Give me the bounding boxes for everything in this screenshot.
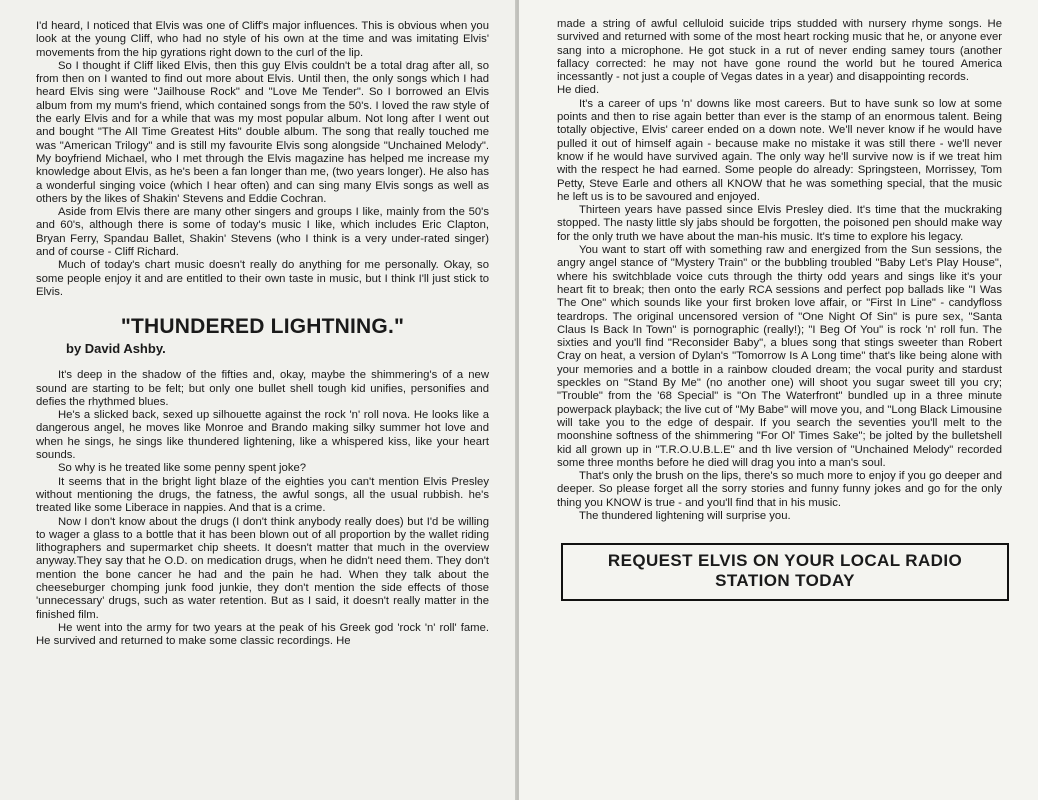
article-paragraph: So why is he treated like some penny spent joke? bbox=[58, 462, 307, 475]
article-paragraph: It seems that in the bright light blaze of the eighties you can't mention Elvis Presley without mentioning the drugs, the fatness, the awful songs, all the usual rubbish. he's treated like some Liberace in nappies. And that is a crime. bbox=[36, 475, 489, 515]
article-paragraph: He died. bbox=[557, 84, 600, 97]
article-paragraph: Now I don't know about the drugs (I don't think anybody really does) but I'd be willing to wager a glass to a bottle that it has been blown out of all proportion by the wallet riding lithographers and supermarket chip sheets. It doesn't matter that much in the overview anyway.They say that he O.D. on medication drugs, when he didn't need them. They don't mention the bone cancer he had and the pain he had. When they talk about the cheeseburger chomping junk food junkie, they don't mention the side effects of those 'unnecessary' drugs, such as water retention. But as I said, it doesn't really matter in the finished film. bbox=[36, 515, 489, 621]
article-paragraph: The thundered lightening will surprise you. bbox=[579, 509, 791, 522]
article-paragraph: made a string of awful celluloid suicide trips studded with nursery rhyme songs. He survived and returned with some of the most heart rocking music that he, or anyone ever sang into a microphone. He got stuck in a rut of never ending samey tours (another fallacy corrected: he may not have gone round the world but he toured America incessantly - not just a couple of Vegas dates in a year) and disappointing records. bbox=[557, 18, 1002, 84]
left-page bbox=[0, 0, 517, 800]
banner-line: REQUEST ELVIS ON YOUR LOCAL RADIO bbox=[607, 551, 963, 571]
right-page bbox=[519, 0, 1038, 800]
article-title: "THUNDERED LIGHTNING." bbox=[120, 315, 405, 339]
article-body-right bbox=[557, 18, 1002, 523]
banner-line: STATION TODAY bbox=[715, 571, 855, 591]
intro-paragraph: Much of today's chart music doesn't really do anything for me personally. Okay, so some people enjoy it and are entitled to their own taste in music, but I think I'll just stick to Elvis. bbox=[36, 259, 489, 298]
article-paragraph: It's a career of ups 'n' downs like most careers. But to have sunk so low at some points and then to rise again better than ever is the stamp of an enormous talent. Being totally objective, Elvis' career ended on a down note. We'll never know if he would have pulled it out of himself again - because make no mistake it was still there - we'll never know if he would have survived again. The only way he'll survive now is if we treat him with the respect he had earned. Some people do already: Springsteen, Morrissey, Tom Petty, Steve Earle and others all KNOW that he was something special, that the music he left us is to be savoured and enjoyed. bbox=[557, 97, 1002, 203]
intro-paragraph: Aside from Elvis there are many other singers and groups I like, mainly from the 50's and 60's, although there is some of today's music I like, which includes Eric Clapton, Bryan Ferry, Spandau Ballet, Shakin' Stevens (who I think is a very under-rated singer) and of course - Cliff Richard. bbox=[36, 206, 489, 259]
article-paragraph: Thirteen years have passed since Elvis Presley died. It's time that the muckraking stopped. The nasty little sly jabs should be forgotten, the poisoned pen should make way for the only truth we have about the man-his music. It's time to explore his legacy. bbox=[557, 204, 1002, 243]
article-paragraph: It's deep in the shadow of the fifties and, okay, maybe the shimmering's of a new sound are starting to be felt; but only one bullet shell tough kid unifies, personifies and defies the rhythmed blues. bbox=[36, 369, 489, 408]
intro-section bbox=[36, 20, 489, 299]
article-paragraph: That's only the brush on the lips, there's so much more to enjoy if you go deeper and deeper. So please forget all the sorry stories and funny funny jokes and go for the only thing you KNOW is true - and you'll find that in his music. bbox=[557, 470, 1002, 509]
radio-request-banner bbox=[561, 543, 1009, 601]
article-paragraph: He went into the army for two years at the peak of his Greek god 'rock 'n' roll' fame. He survived and returned to make some classic recordings. He bbox=[36, 621, 489, 648]
article-paragraph: He's a slicked back, sexed up silhouette against the rock 'n' roll nova. He looks like a dangerous angel, he moves like Monroe and Brando making silky summer hot love and when he sings, he sings like thundered lightening, like a whispered kiss, like your heart sounds. bbox=[36, 409, 489, 462]
intro-paragraph: So I thought if Cliff liked Elvis, then this guy Elvis couldn't be a total drag after all, so from then on I wanted to find out more about Elvis. Until then, the only songs which I had heard Elvis sing were "Jailhouse Rock" and "Love Me Tender". So I borrowed an Elvis album from my mum's friend, which contained songs from the 50's. I loved the raw style of the early Elvis and for a while that was my most popular album. Not long after I went out and bought "The All Time Greatest Hits" double album. The song that really touched me was "American Trilogy" and is still my favourite Elvis song alongside "Unchained Melody". My boyfriend Michael, who I met through the Elvis magazine has helped me increase my knowledge about Elvis, as he's been a fan longer than me, (two years longer). He also has a wonderful singing voice (which I hear often) and can sing many Elvis songs as well as others by the likes of Shakin' Stevens and Eddie Cochran. bbox=[36, 59, 489, 205]
article-body-left bbox=[36, 369, 489, 648]
article-paragraph: You want to start off with something raw and energized from the Sun sessions, the angry angel stance of "Mystery Train" or the bubbling troubled "Baby Let's Play House", where his switchblade voice cuts through the thirty odd years and sings like it's your heart fit to break; then onto the early RCA sessions and perfect pop ballads like "I Was The One" which sounds like your first broken love affair, or "First In Line" - candyfloss teardrops. The original uncensored version of "One Night Of Sin" is pure sex, "Santa Claus Is Back In Town" is pornographic (really!); "I Beg Of You" is rock 'n' roll fun. The sixties and you'll find "Reconsider Baby", a blues song that stings sweeter than Robert Cray on heat, a version of Dylan's "Tomorrow Is A Long time" that's like being alone with your memories and a bottle in a rainbow clouded dream; the vocal purity and stardust speckles on "Stand By Me" (no another one) will shoot you sugar sweet till you cry; "Trouble" from the '68 Special" is "On The Waterfront" bundled up in a three minute powerpack playback; the live cut of "My Babe" will move you, and "Long Black Limousine will take you to the edge of despair. If you search the seventies you'll melt to the moonshine softness of the shimmering "For Ol' Times Sake"; be jolted by the bulletshell kid all grown up in "T.R.O.U.B.L.E" and th live version of "Unchained Melody" recorded some three months before he died will drag you into a man's soul. bbox=[557, 244, 1002, 469]
intro-paragraph: I'd heard, I noticed that Elvis was one of Cliff's major influences. This is obvious when you look at the young Cliff, who had no style of his own at the time and was imitating Elvis' movements from the hip gyrations right down to the curl of the lip. bbox=[36, 20, 489, 59]
article-byline: by David Ashby. bbox=[66, 341, 166, 357]
